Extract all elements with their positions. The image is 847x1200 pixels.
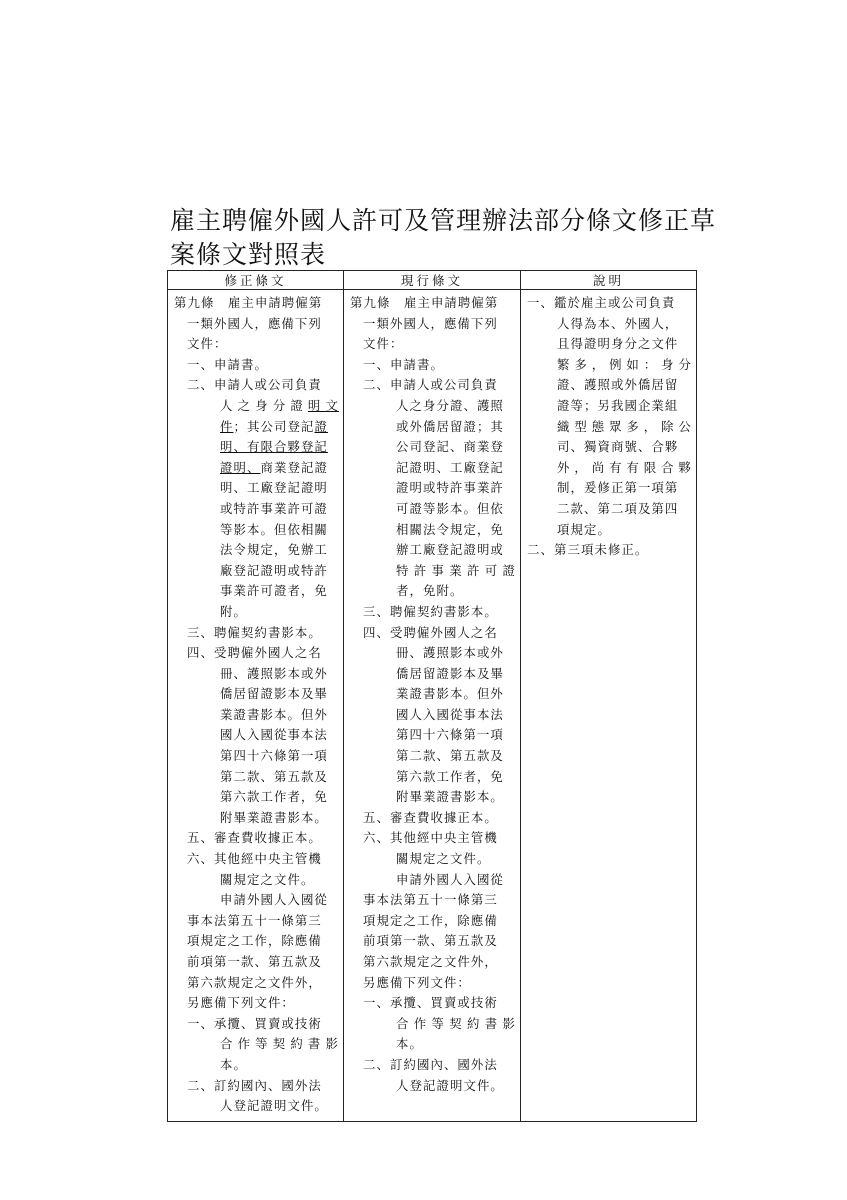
- text-line: 本。: [220, 1056, 247, 1072]
- text-line: 二、申請人或公司負責: [187, 377, 322, 393]
- text-line: 申請外國人入國從: [396, 871, 504, 887]
- text-line: 合作等契約書影: [396, 1015, 516, 1031]
- text-line: 一、申請書。: [363, 356, 444, 372]
- text-line: 或特許事業許可證: [220, 500, 328, 516]
- text-line: 一、承攬、買賣或技術: [187, 1015, 322, 1031]
- text-line: 事業許可證者，免: [220, 583, 328, 599]
- text-line: 本。: [396, 1036, 423, 1052]
- text-line: 僑居留證影本及畢: [396, 665, 504, 681]
- text-line: 人登記證明文件。: [220, 1098, 328, 1114]
- text-line: 公司登記、商業登: [396, 439, 504, 455]
- text-segment: 商業登記證: [260, 459, 328, 475]
- text-line: 五、審查費收據正本。: [363, 809, 498, 825]
- text-line: 前項第一款、第五款及: [363, 933, 498, 949]
- text-line: 另應備下列文件：: [187, 995, 295, 1011]
- text-line: 第六款工作者，免: [396, 768, 504, 784]
- text-line: 第二款、第五款及: [396, 748, 504, 764]
- text-line: 或外僑居留證；其: [396, 418, 504, 434]
- text-line: 附畢業證書影本。: [396, 789, 504, 805]
- text-line: 可證等影本。但依: [396, 500, 504, 516]
- text-line: 文件：: [187, 336, 228, 352]
- text-line: 記證明、工廠登記: [396, 459, 504, 475]
- text-line: 事本法第五十一條第三: [187, 912, 322, 928]
- text-line: 二、申請人或公司負責: [363, 377, 498, 393]
- text-line: 四、受聘僱外國人之名: [363, 624, 498, 640]
- text-line: 特許事業許可證: [396, 562, 516, 578]
- text-line: 業證書影本。但外: [396, 686, 504, 702]
- text-line: 項規定之工作，除應備: [363, 912, 498, 928]
- text-line: 國人入國從事本法: [396, 706, 504, 722]
- text-line: 事本法第五十一條第三: [363, 892, 498, 908]
- text-line: 繁多，例如：身分: [557, 356, 692, 372]
- text-line: 第六款規定之文件外，: [363, 954, 498, 969]
- text-segment: ；其公司登記: [233, 418, 315, 434]
- text-line: 相關法令規定，免: [396, 521, 504, 537]
- text-line: 申請外國人入國從: [220, 892, 328, 908]
- text-line: 第六款規定之文件外，: [187, 974, 322, 990]
- text-line: 明、工廠登記證明: [220, 480, 328, 496]
- text-line: 辦工廠登記證明或: [396, 542, 504, 558]
- header-amended: 修正條文: [168, 271, 344, 290]
- header-explanation: 說明: [521, 271, 697, 290]
- text-line: 附。: [220, 603, 247, 619]
- amended-text-cell: [168, 290, 344, 1122]
- header-row: [168, 271, 697, 290]
- text-line: 六、其他經中央主管機: [363, 830, 498, 846]
- comparison-table: [167, 270, 697, 1122]
- text-line: 第四十六條第一項: [396, 727, 504, 743]
- text-line: 第四十六條第一項: [220, 748, 328, 764]
- title-line-1: 雇主聘僱外國人許可及管理辦法部分條文修正草: [170, 206, 717, 235]
- underlined-text: 證明、: [220, 459, 261, 475]
- explanation-cell: [521, 290, 697, 1122]
- text-line: 廠登記證明或特許: [220, 562, 328, 578]
- text-line: 織型態眾多，除公: [557, 418, 692, 434]
- text-line: 關規定之文件。: [220, 871, 315, 887]
- text-line: 一類外國人，應備下列: [363, 315, 498, 331]
- title-line-2: 案條文對照表: [170, 240, 327, 269]
- text-line: 第二款、第五款及: [220, 768, 328, 784]
- text-line: [174, 396, 339, 417]
- text-line: 六、其他經中央主管機: [187, 851, 322, 867]
- text-line: 附畢業證書影本。: [220, 809, 328, 825]
- text-line: 文件：: [363, 336, 404, 352]
- text-line: [174, 437, 339, 458]
- text-line: 二、訂約國內、國外法: [363, 1056, 498, 1072]
- text-line: 另應備下列文件：: [363, 974, 471, 990]
- text-line: 人得為本、外國人，: [557, 315, 679, 331]
- header-current: 現行條文: [344, 271, 521, 290]
- text-line: 五、審查費收據正本。: [187, 830, 322, 846]
- text-line: 一、申請書。: [187, 356, 268, 372]
- text-line: [174, 458, 339, 479]
- text-line: 關規定之文件。: [396, 851, 491, 867]
- text-segment: 人之身分證: [220, 397, 308, 413]
- text-line: 三、聘僱契約書影本。: [363, 603, 498, 619]
- text-line: 人登記證明文件。: [396, 1077, 504, 1093]
- text-line: 二、訂約國內、國外法: [187, 1077, 322, 1093]
- text-line: 冊、護照影本或外: [220, 665, 328, 681]
- text-line: 等影本。但依相關: [220, 521, 328, 537]
- text-line: 證明或特許事業許: [396, 480, 504, 496]
- text-line: 國人入國從事本法: [220, 727, 328, 743]
- text-line: 二款、第二項及第四: [557, 500, 679, 516]
- text-line: 項規定。: [557, 521, 611, 537]
- text-line: 人之身分證、護照: [396, 397, 504, 413]
- text-line: 制，爰修正第一項第: [557, 480, 679, 496]
- text-line: 三、聘僱契約書影本。: [187, 624, 322, 640]
- text-line: 冊、護照影本或外: [396, 645, 504, 661]
- text-line: 前項第一款、第五款及: [187, 954, 322, 969]
- text-line: 僑居留證影本及畢: [220, 686, 328, 702]
- text-line: 第九條 雇主申請聘僱第: [350, 295, 499, 310]
- current-text-cell: [344, 290, 521, 1122]
- document-title: [170, 204, 717, 272]
- text-line: 一類外國人，應備下列: [187, 315, 322, 331]
- underlined-text: 明文: [307, 397, 339, 413]
- text-line: [174, 417, 339, 438]
- text-line: 法令規定，免辦工: [220, 542, 328, 558]
- text-line: 一、鑑於雇主或公司負責: [527, 295, 676, 310]
- text-line: 證、護照或外僑居留: [557, 377, 679, 393]
- text-line: 合作等契約書影: [220, 1036, 339, 1052]
- text-line: 者，免附。: [396, 583, 464, 599]
- text-line: 且得證明身分之文件: [557, 336, 679, 352]
- underlined-text: 明、有限合夥登記: [220, 439, 328, 455]
- text-line: 項規定之工作，除應備: [187, 933, 322, 949]
- text-line: 證等；另我國企業組: [557, 397, 679, 413]
- text-line: 二、第三項未修正。: [527, 542, 649, 558]
- text-line: 一、承攬、買賣或技術: [363, 995, 498, 1011]
- text-line: 四、受聘僱外國人之名: [187, 645, 322, 661]
- text-line: 第九條 雇主申請聘僱第: [174, 295, 323, 310]
- text-line: 業證書影本。但外: [220, 706, 328, 722]
- text-line: 第六款工作者，免: [220, 789, 328, 805]
- text-line: 司、獨資商號、合夥: [557, 439, 679, 455]
- text-line: 外，尚有有限合夥: [557, 459, 692, 475]
- content-row: [168, 290, 697, 1122]
- underlined-text: 證: [314, 418, 328, 434]
- underlined-text: 件: [220, 418, 234, 434]
